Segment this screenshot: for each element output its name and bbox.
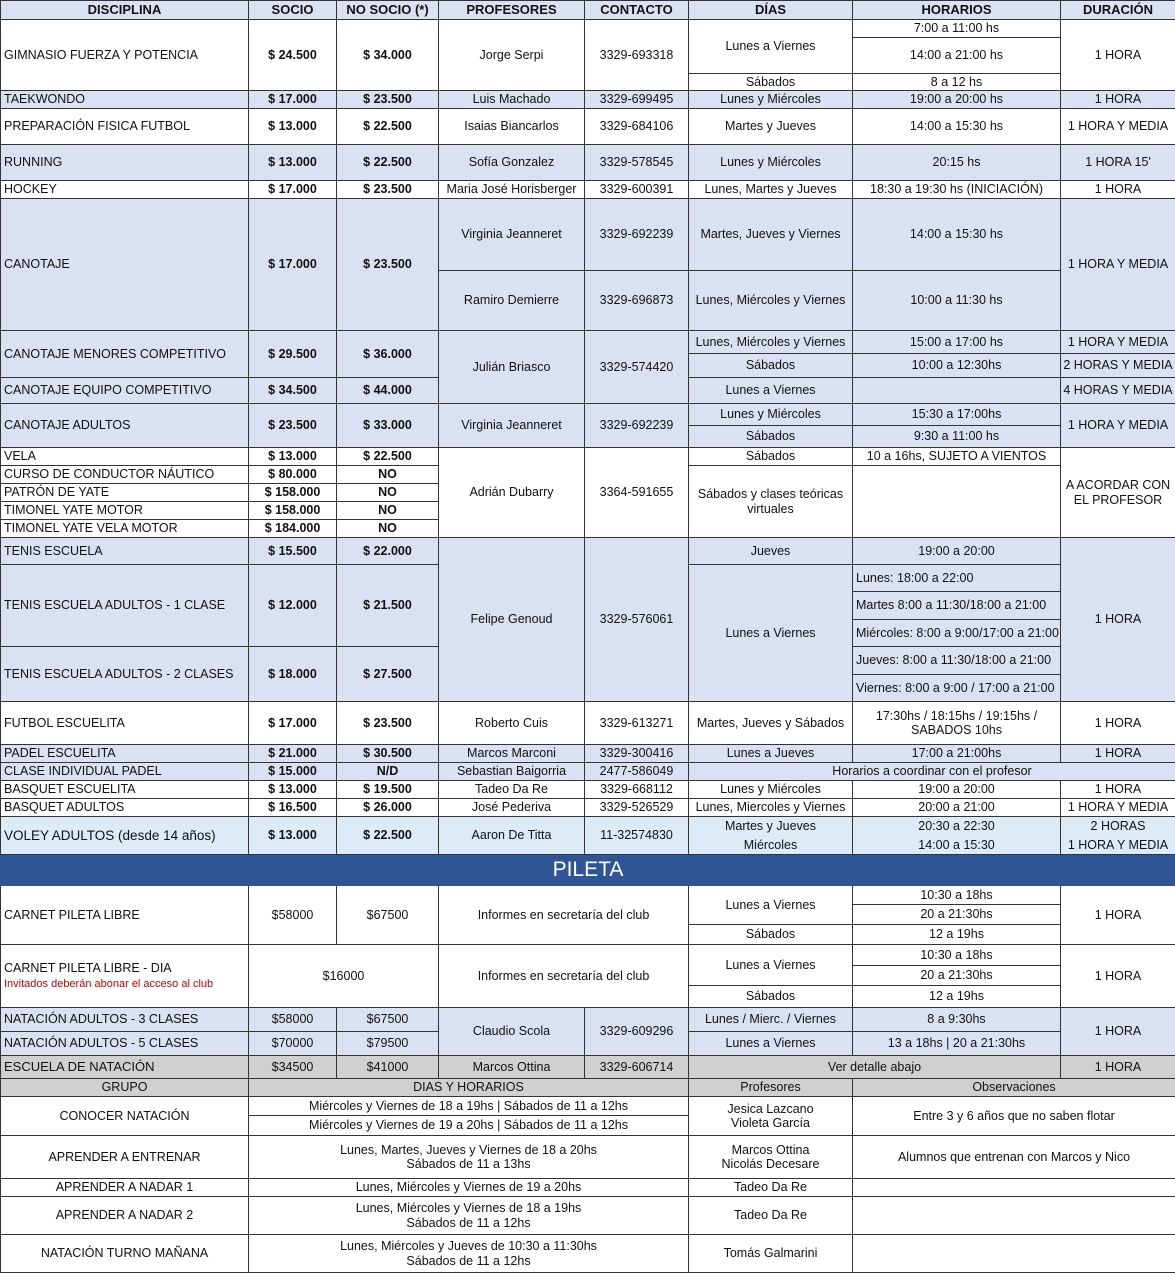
horario-cell: 12 a 19hs [853, 986, 1061, 1008]
horario-cell: Lunes: 18:00 a 22:00 [853, 565, 1061, 592]
profesor-cell: Jorge Serpi [439, 20, 585, 91]
disciplina-cell: PREPARACIÓN FISICA FUTBOL [1, 109, 249, 145]
contacto-cell: 3329-300416 [585, 745, 689, 763]
horario-line: SABADOS 10hs [910, 723, 1002, 737]
contacto-cell: 3329-668112 [585, 781, 689, 799]
dias-cell: Sábados [689, 74, 853, 91]
disciplina-cell: TAEKWONDO [1, 91, 249, 109]
profesor-line: Marcos Ottina [731, 1142, 810, 1157]
no-socio-price: $ 19.500 [337, 781, 439, 799]
horario-cell: 12 a 19hs [853, 925, 1061, 945]
horario-line: Sábados de 11 a 12hs [406, 1253, 531, 1268]
contacto-cell: 11-32574830 [585, 817, 689, 855]
disciplina-cell: HOCKEY [1, 181, 249, 199]
contacto-cell: 3329-692239 [585, 404, 689, 448]
header-grupo: GRUPO [1, 1079, 249, 1097]
socio-price: $ 12.000 [249, 565, 337, 647]
horario-cell: 18:30 a 19:30 hs (INICIACIÓN) [853, 181, 1061, 199]
socio-price: $ 16.500 [249, 799, 337, 817]
disciplina-cell [1, 945, 249, 1008]
contacto-cell: 3329-692239 [585, 199, 689, 271]
horario-cell: 10:30 a 18hs [853, 945, 1061, 966]
horario-note: Horarios a coordinar con el profesor [689, 763, 1175, 781]
duracion-cell: 4 HORAS Y MEDIA [1061, 378, 1175, 404]
disciplina-cell: VELA [1, 448, 249, 466]
socio-price: $ 80.000 [249, 466, 337, 484]
duracion-cell: 1 HORA Y MEDIA [1061, 404, 1175, 448]
socio-price: $ 13.000 [249, 781, 337, 799]
no-socio-price: $ 27.500 [337, 647, 439, 702]
no-socio-price: $ 21.500 [337, 565, 439, 647]
no-socio-price: $ 22.500 [337, 448, 439, 466]
contacto-cell: 3329-574420 [585, 331, 689, 404]
profesor-cell: Tomás Galmarini [689, 1235, 853, 1273]
profesor-cell: Marcos Marconi [439, 745, 585, 763]
dias-cell: Lunes, Miercoles y Viernes [689, 799, 853, 817]
duracion-cell: 1 HORA Y MEDIA [1061, 331, 1175, 354]
horario-line: Lunes, Miércoles y Viernes de 18 a 19hs [355, 1201, 582, 1216]
duracion-cell: 1 HORA Y MEDIA [1061, 199, 1175, 331]
socio-price: $ 17.000 [249, 181, 337, 199]
socio-price: $58000 [249, 1008, 337, 1032]
detalle-note: Ver detalle abajo [689, 1056, 1061, 1079]
no-socio-price: $ 22.500 [337, 145, 439, 181]
dias-cell: Lunes a Jueves [689, 745, 853, 763]
dias-cell: Martes y Jueves [689, 109, 853, 145]
header-socio: SOCIO [249, 1, 337, 20]
horario-cell: 13 a 18hs | 20 a 21:30hs [853, 1032, 1061, 1056]
horario-cell: 20:15 hs [853, 145, 1061, 181]
contacto-cell: 3329-613271 [585, 702, 689, 745]
contacto-cell: 3329-526529 [585, 799, 689, 817]
horario-cell: 20 a 21:30hs [853, 966, 1061, 986]
socio-price: $ 17.000 [249, 702, 337, 745]
duracion-cell: 1 HORA [1061, 1056, 1175, 1079]
socio-price: $ 158.000 [249, 484, 337, 502]
dias-cell: Sábados [689, 426, 853, 448]
disciplina-cell: NATACIÓN ADULTOS - 5 CLASES [1, 1032, 249, 1056]
no-socio-price: NO [337, 520, 439, 538]
socio-price: $ 13.000 [249, 817, 337, 855]
dias-cell: Sábados [689, 925, 853, 945]
profesor-line: Violeta García [731, 1116, 810, 1130]
disciplina-cell: RUNNING [1, 145, 249, 181]
socio-price: $ 13.000 [249, 448, 337, 466]
duracion-cell: 1 HORA [1061, 20, 1175, 91]
horario-line: Lunes, Miércoles y Jueves de 10:30 a 11:30hs [340, 1239, 597, 1254]
observacion-cell [853, 1235, 1175, 1273]
header-dias: DÍAS [689, 1, 853, 20]
contacto-cell: 3329-578545 [585, 145, 689, 181]
dias-cell: Lunes, Martes y Jueves [689, 181, 853, 199]
socio-price: $ 18.000 [249, 647, 337, 702]
contacto-cell: 3329-609296 [585, 1008, 689, 1056]
horario-line: Sábados de 11 a 12hs [406, 1215, 531, 1230]
dias-cell: Sábados y clases teóricas virtuales [689, 466, 853, 538]
horario-cell [853, 378, 1061, 404]
horario-cell: 19:00 a 20:00 hs [853, 91, 1061, 109]
horario-cell: 8 a 9:30hs [853, 1008, 1061, 1032]
profesor-cell: Luis Machado [439, 91, 585, 109]
no-socio-price: NO [337, 484, 439, 502]
profesor-cell: Marcos Ottina [439, 1056, 585, 1079]
profesor-cell: Tadeo Da Re [689, 1179, 853, 1197]
horario-cell: 10 a 16hs, SUJETO A VIENTOS [853, 448, 1061, 466]
horario-cell: 10:00 a 12:30hs [853, 354, 1061, 378]
observacion-cell [853, 1197, 1175, 1235]
horario-cell: 9:30 a 11:00 hs [853, 426, 1061, 448]
duracion-cell: 1 HORA [1061, 538, 1175, 702]
dias-cell: Lunes, Miércoles y Viernes [689, 271, 853, 331]
horario-cell: 20 a 21:30hs [853, 905, 1061, 925]
duracion-cell: 2 HORAS [1061, 817, 1175, 836]
no-socio-price: $67500 [337, 1008, 439, 1032]
disciplina-name: CARNET PILETA LIBRE - DIA [4, 961, 172, 976]
no-socio-price: $ 36.000 [337, 331, 439, 378]
pileta-banner: PILETA [1, 855, 1175, 886]
dias-cell: Martes, Jueves y Viernes [689, 199, 853, 271]
dias-cell: Sábados [689, 354, 853, 378]
header-duracion: DURACIÓN [1061, 1, 1175, 20]
profesor-cell: Ramiro Demierre [439, 271, 585, 331]
dias-cell: Lunes / Mierc. / Viernes [689, 1008, 853, 1032]
duracion-cell: 1 HORA [1061, 702, 1175, 745]
profesor-line: Jesica Lazcano [727, 1101, 814, 1116]
disciplina-cell: VOLEY ADULTOS (desde 14 años) [1, 817, 249, 855]
grupo-cell: APRENDER A ENTRENAR [1, 1136, 249, 1179]
no-socio-price: $ 22.500 [337, 817, 439, 855]
disciplina-cell: FUTBOL ESCUELITA [1, 702, 249, 745]
duracion-cell: A ACORDAR CON EL PROFESOR [1061, 448, 1175, 538]
duracion-cell: 1 HORA [1061, 181, 1175, 199]
dias-cell: Lunes a Viernes [689, 20, 853, 74]
profesor-cell: Sebastian Baigorria [439, 763, 585, 781]
socio-price: $ 17.000 [249, 199, 337, 331]
horario-cell: Lunes, Miércoles y Viernes de 19 a 20hs [249, 1179, 689, 1197]
dias-cell: Martes, Jueves y Sábados [689, 702, 853, 745]
no-socio-price: $ 22.000 [337, 538, 439, 565]
horario-cell: 19:00 a 20:00 [853, 781, 1061, 799]
dias-cell: Lunes a Viernes [689, 1032, 853, 1056]
dias-cell: Lunes y Miércoles [689, 91, 853, 109]
socio-price: $ 23.500 [249, 404, 337, 448]
contacto-cell: 3329-693318 [585, 20, 689, 91]
socio-price: $ 13.000 [249, 109, 337, 145]
socio-price: $ 15.000 [249, 763, 337, 781]
no-socio-price: $ 26.000 [337, 799, 439, 817]
socio-price: $ 29.500 [249, 331, 337, 378]
no-socio-price: $ 23.500 [337, 199, 439, 331]
profesor-line: Nicolás Decesare [721, 1157, 820, 1171]
profesor-cell: José Pederiva [439, 799, 585, 817]
disciplina-cell: TENIS ESCUELA ADULTOS - 2 CLASES [1, 647, 249, 702]
socio-price: $ 34.500 [249, 378, 337, 404]
horario-cell: 10:00 a 11:30 hs [853, 271, 1061, 331]
disciplina-cell: BASQUET ADULTOS [1, 799, 249, 817]
horario-cell: Miércoles: 8:00 a 9:00/17:00 a 21:00 [853, 620, 1061, 647]
dias-cell: Lunes a Viernes [689, 945, 853, 986]
horario-cell: 14:00 a 15:30 hs [853, 199, 1061, 271]
duracion-cell: 1 HORA [1061, 781, 1175, 799]
no-socio-price: $ 30.500 [337, 745, 439, 763]
header-disciplina: DISCIPLINA [1, 1, 249, 20]
horario-cell: Jueves: 8:00 a 11:30/18:00 a 21:00 [853, 647, 1061, 675]
no-socio-price: $ 33.000 [337, 404, 439, 448]
duracion-cell: 1 HORA [1061, 945, 1175, 1008]
disciplina-cell: NATACIÓN ADULTOS - 3 CLASES [1, 1008, 249, 1032]
socio-price: $ 24.500 [249, 20, 337, 91]
duracion-cell: 1 HORA [1061, 745, 1175, 763]
socio-price: $ 15.500 [249, 538, 337, 565]
profesor-cell: Virginia Jeanneret [439, 404, 585, 448]
profesor-cell: Tadeo Da Re [689, 1197, 853, 1235]
contacto-cell: 3329-576061 [585, 538, 689, 702]
horario-cell [853, 466, 1061, 538]
socio-price: $70000 [249, 1032, 337, 1056]
disciplina-cell: CARNET PILETA LIBRE [1, 886, 249, 945]
horario-cell: 10:30 a 18hs [853, 886, 1061, 905]
contacto-cell: 2477-586049 [585, 763, 689, 781]
horario-cell: 20:00 a 21:00 [853, 799, 1061, 817]
disciplina-cell: CANOTAJE EQUIPO COMPETITIVO [1, 378, 249, 404]
no-socio-price: $ 23.500 [337, 702, 439, 745]
disciplina-cell: TIMONEL YATE VELA MOTOR [1, 520, 249, 538]
header-profesores: PROFESORES [439, 1, 585, 20]
socio-price: $ 17.000 [249, 91, 337, 109]
header-horarios: HORARIOS [853, 1, 1061, 20]
no-socio-price: $ 44.000 [337, 378, 439, 404]
dias-cell: Lunes, Miércoles y Viernes [689, 331, 853, 354]
horario-cell: 14:00 a 21:00 hs [853, 38, 1061, 74]
horario-line: 17:30hs / 18:15hs / 19:15hs / [875, 708, 1038, 723]
socio-price: $ 21.000 [249, 745, 337, 763]
disciplina-cell: GIMNASIO FUERZA Y POTENCIA [1, 20, 249, 91]
horario-cell: 8 a 12 hs [853, 74, 1061, 91]
header-contacto: CONTACTO [585, 1, 689, 20]
dias-cell: Lunes a Viernes [689, 565, 853, 702]
horario-cell: 19:00 a 20:00 [853, 538, 1061, 565]
info-cell: Informes en secretaría del club [439, 945, 689, 1008]
profesor-cell: Maria José Horisberger [439, 181, 585, 199]
socio-price: $ 13.000 [249, 145, 337, 181]
horario-cell: Viernes: 8:00 a 9:00 / 17:00 a 21:00 [853, 675, 1061, 702]
duracion-cell: 1 HORA Y MEDIA [1061, 836, 1175, 855]
grupo-cell: APRENDER A NADAR 1 [1, 1179, 249, 1197]
dias-cell: Sábados [689, 986, 853, 1008]
disciplina-cell: CANOTAJE ADULTOS [1, 404, 249, 448]
dias-cell: Lunes y Miércoles [689, 145, 853, 181]
profesor-cell: Virginia Jeanneret [439, 199, 585, 271]
observacion-cell: Alumnos que entrenan con Marcos y Nico [853, 1136, 1175, 1179]
dias-cell: Martes y Jueves [689, 817, 853, 836]
horario-cell: Martes 8:00 a 11:30/18:00 a 21:00 [853, 592, 1061, 620]
horario-cell: 15:00 a 17:00 hs [853, 331, 1061, 354]
socio-price: $ 184.000 [249, 520, 337, 538]
horario-cell [249, 1197, 689, 1235]
profesor-cell: Tadeo Da Re [439, 781, 585, 799]
no-socio-price: NO [337, 502, 439, 520]
contacto-cell: 3329-606714 [585, 1056, 689, 1079]
disciplina-cell: PADEL ESCUELITA [1, 745, 249, 763]
horario-cell: Miércoles y Viernes de 19 a 20hs | Sábados de 11 a 12hs [249, 1116, 689, 1136]
horario-cell: Miércoles y Viernes de 18 a 19hs | Sábados de 11 a 12hs [249, 1097, 689, 1116]
no-socio-price: $41000 [337, 1056, 439, 1079]
horario-line: Sábados de 11 a 13hs [406, 1157, 531, 1171]
header-no-socio: NO SOCIO (*) [337, 1, 439, 20]
profesor-cell: Sofía Gonzalez [439, 145, 585, 181]
dias-cell: Lunes a Viernes [689, 886, 853, 925]
grupo-cell: CONOCER NATACIÓN [1, 1097, 249, 1136]
grupo-cell: APRENDER A NADAR 2 [1, 1197, 249, 1235]
socio-price: $ 158.000 [249, 502, 337, 520]
disciplina-cell: CURSO DE CONDUCTOR NÁUTICO [1, 466, 249, 484]
disciplina-cell: CANOTAJE [1, 199, 249, 331]
duracion-cell: 2 HORAS Y MEDIA [1061, 354, 1175, 378]
info-cell: Informes en secretaría del club [439, 886, 689, 945]
no-socio-price: N/D [337, 763, 439, 781]
no-socio-price: $ 34.000 [337, 20, 439, 91]
dias-cell: Miércoles [689, 836, 853, 855]
disciplina-cell: TENIS ESCUELA [1, 538, 249, 565]
disciplina-cell: BASQUET ESCUELITA [1, 781, 249, 799]
profesor-cell [689, 1136, 853, 1179]
horario-cell: 17:00 a 21:00hs [853, 745, 1061, 763]
observacion-cell: Entre 3 y 6 años que no saben flotar [853, 1097, 1175, 1136]
profesor-cell: Claudio Scola [439, 1008, 585, 1056]
header-observaciones: Observaciones [853, 1079, 1175, 1097]
duracion-cell: 1 HORA [1061, 91, 1175, 109]
horario-cell [853, 702, 1061, 745]
contacto-cell: 3329-684106 [585, 109, 689, 145]
profesor-cell: Felipe Genoud [439, 538, 585, 702]
no-socio-price: $79500 [337, 1032, 439, 1056]
disciplina-cell: CANOTAJE MENORES COMPETITIVO [1, 331, 249, 378]
no-socio-price: $ 22.500 [337, 109, 439, 145]
dias-cell: Sábados [689, 448, 853, 466]
profesor-cell: Isaias Biancarlos [439, 109, 585, 145]
observacion-cell [853, 1179, 1175, 1197]
duracion-cell: 1 HORA [1061, 886, 1175, 945]
no-socio-price: NO [337, 466, 439, 484]
horario-cell [249, 1235, 689, 1273]
contacto-cell: 3364-591655 [585, 448, 689, 538]
profesor-cell: Roberto Cuis [439, 702, 585, 745]
horario-line: Lunes, Martes, Jueves y Viernes de 18 a 20hs [340, 1142, 597, 1157]
contacto-cell: 3329-696873 [585, 271, 689, 331]
price-cell: $16000 [249, 945, 439, 1008]
profesor-cell: Adrián Dubarry [439, 448, 585, 538]
duracion-cell: 1 HORA 15' [1061, 145, 1175, 181]
disciplina-cell: TENIS ESCUELA ADULTOS - 1 CLASE [1, 565, 249, 647]
dias-cell: Lunes y Miércoles [689, 781, 853, 799]
no-socio-price: $ 23.500 [337, 181, 439, 199]
contacto-cell: 3329-600391 [585, 181, 689, 199]
disciplina-cell: CLASE INDIVIDUAL PADEL [1, 763, 249, 781]
header-dias-horarios: DIAS Y HORARIOS [249, 1079, 689, 1097]
no-socio-price: $67500 [337, 886, 439, 945]
horario-cell: 20:30 a 22:30 [853, 817, 1061, 836]
dias-cell: Lunes a Viernes [689, 378, 853, 404]
horario-cell: 14:00 a 15:30 [853, 836, 1061, 855]
profesor-cell: Aaron De Titta [439, 817, 585, 855]
dias-cell: Jueves [689, 538, 853, 565]
horario-cell: 14:00 a 15:30 hs [853, 109, 1061, 145]
horario-cell: 15:30 a 17:00hs [853, 404, 1061, 426]
disciplina-cell: PATRÓN DE YATE [1, 484, 249, 502]
horario-cell [249, 1136, 689, 1179]
disciplina-cell: ESCUELA DE NATACIÓN [1, 1056, 249, 1079]
socio-price: $34500 [249, 1056, 337, 1079]
duracion-cell: 1 HORA Y MEDIA [1061, 109, 1175, 145]
duracion-cell: 1 HORA Y MEDIA [1061, 799, 1175, 817]
socio-price: $58000 [249, 886, 337, 945]
horario-cell: 7:00 a 11:00 hs [853, 20, 1061, 38]
profesor-cell: Julián Briasco [439, 331, 585, 404]
disciplina-cell: TIMONEL YATE MOTOR [1, 502, 249, 520]
header-profesores: Profesores [689, 1079, 853, 1097]
grupo-cell: NATACIÓN TURNO MAÑANA [1, 1235, 249, 1273]
duracion-cell: 1 HORA [1061, 1008, 1175, 1056]
contacto-cell: 3329-699495 [585, 91, 689, 109]
dias-cell: Lunes y Miércoles [689, 404, 853, 426]
no-socio-price: $ 23.500 [337, 91, 439, 109]
profesor-cell [689, 1097, 853, 1136]
invitados-note: Invitados deberán abonar el acceso al club [4, 977, 214, 990]
